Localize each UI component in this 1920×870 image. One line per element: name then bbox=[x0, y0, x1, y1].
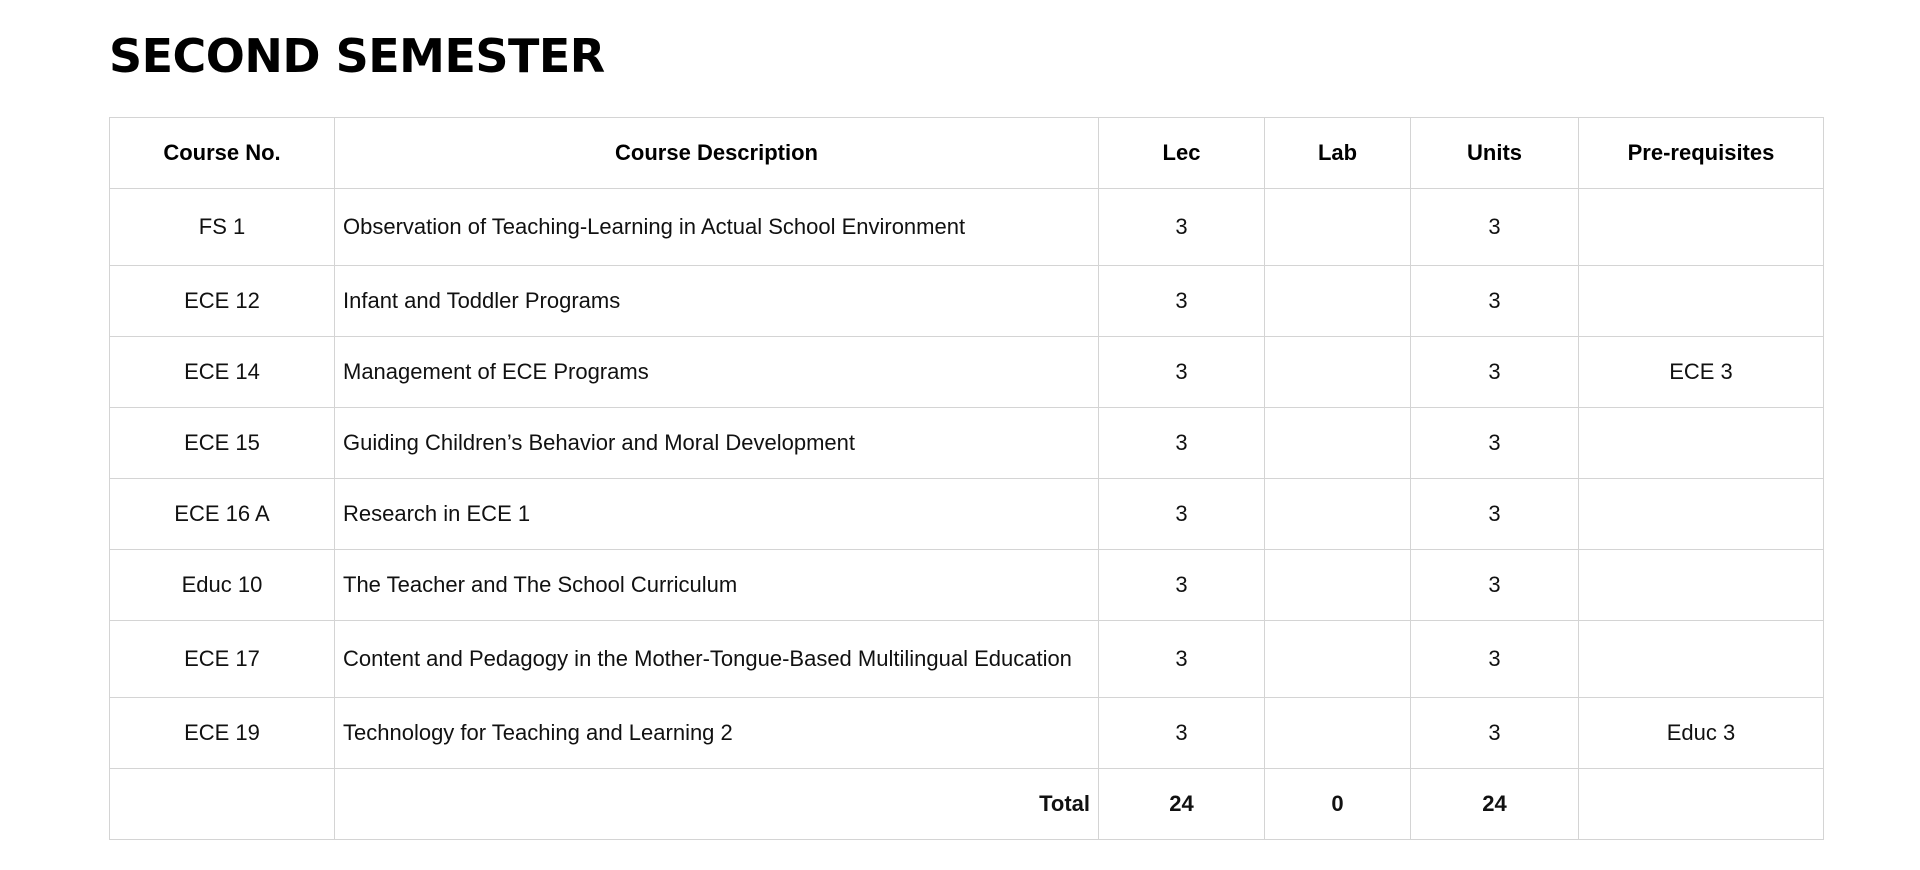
total-prereq-cell bbox=[1579, 769, 1824, 840]
description-cell: Observation of Teaching-Learning in Actual School Environment bbox=[335, 189, 1099, 266]
table-row bbox=[110, 337, 1824, 408]
prereq-cell bbox=[1579, 266, 1824, 337]
page-title: SECOND SEMESTER bbox=[109, 29, 605, 83]
description-cell: Infant and Toddler Programs bbox=[335, 266, 1099, 337]
description-cell: Technology for Teaching and Learning 2 bbox=[335, 698, 1099, 769]
column-header-description: Course Description bbox=[335, 118, 1099, 189]
lec-cell: 3 bbox=[1099, 479, 1265, 550]
table-row bbox=[110, 621, 1824, 698]
prereq-cell bbox=[1579, 621, 1824, 698]
total-empty-cell bbox=[110, 769, 335, 840]
units-cell: 3 bbox=[1411, 550, 1579, 621]
units-cell: 3 bbox=[1411, 189, 1579, 266]
units-cell: 3 bbox=[1411, 479, 1579, 550]
table-row bbox=[110, 189, 1824, 266]
total-lab-cell: 0 bbox=[1265, 769, 1411, 840]
column-header-prereq: Pre-requisites bbox=[1579, 118, 1824, 189]
table-row bbox=[110, 408, 1824, 479]
course-no-cell: ECE 15 bbox=[110, 408, 335, 479]
lab-cell bbox=[1265, 189, 1411, 266]
table-row bbox=[110, 479, 1824, 550]
lab-cell bbox=[1265, 698, 1411, 769]
lab-cell bbox=[1265, 408, 1411, 479]
lec-cell: 3 bbox=[1099, 337, 1265, 408]
total-row bbox=[110, 769, 1824, 840]
lec-cell: 3 bbox=[1099, 698, 1265, 769]
total-units-cell: 24 bbox=[1411, 769, 1579, 840]
prereq-cell bbox=[1579, 189, 1824, 266]
course-no-cell: ECE 19 bbox=[110, 698, 335, 769]
column-header-lec: Lec bbox=[1099, 118, 1265, 189]
units-cell: 3 bbox=[1411, 621, 1579, 698]
lab-cell bbox=[1265, 479, 1411, 550]
lec-cell: 3 bbox=[1099, 189, 1265, 266]
course-no-cell: ECE 14 bbox=[110, 337, 335, 408]
description-cell: Management of ECE Programs bbox=[335, 337, 1099, 408]
units-cell: 3 bbox=[1411, 337, 1579, 408]
prereq-cell bbox=[1579, 479, 1824, 550]
prereq-cell: ECE 3 bbox=[1579, 337, 1824, 408]
course-no-cell: ECE 12 bbox=[110, 266, 335, 337]
column-header-lab: Lab bbox=[1265, 118, 1411, 189]
description-cell: The Teacher and The School Curriculum bbox=[335, 550, 1099, 621]
prereq-cell bbox=[1579, 550, 1824, 621]
total-lec-cell: 24 bbox=[1099, 769, 1265, 840]
table-row bbox=[110, 698, 1824, 769]
lec-cell: 3 bbox=[1099, 621, 1265, 698]
total-label: Total bbox=[335, 769, 1099, 840]
course-no-cell: FS 1 bbox=[110, 189, 335, 266]
description-cell: Research in ECE 1 bbox=[335, 479, 1099, 550]
table-row bbox=[110, 266, 1824, 337]
units-cell: 3 bbox=[1411, 266, 1579, 337]
lab-cell bbox=[1265, 550, 1411, 621]
course-no-cell: ECE 17 bbox=[110, 621, 335, 698]
course-no-cell: ECE 16 A bbox=[110, 479, 335, 550]
lec-cell: 3 bbox=[1099, 550, 1265, 621]
course-table bbox=[109, 117, 1824, 840]
column-header-course-no: Course No. bbox=[110, 118, 335, 189]
lab-cell bbox=[1265, 621, 1411, 698]
lab-cell bbox=[1265, 337, 1411, 408]
units-cell: 3 bbox=[1411, 408, 1579, 479]
description-cell: Guiding Children’s Behavior and Moral Development bbox=[335, 408, 1099, 479]
prereq-cell bbox=[1579, 408, 1824, 479]
prereq-cell: Educ 3 bbox=[1579, 698, 1824, 769]
lab-cell bbox=[1265, 266, 1411, 337]
lec-cell: 3 bbox=[1099, 266, 1265, 337]
table-row bbox=[110, 550, 1824, 621]
course-no-cell: Educ 10 bbox=[110, 550, 335, 621]
units-cell: 3 bbox=[1411, 698, 1579, 769]
description-cell: Content and Pedagogy in the Mother-Tongue-Based Multilingual Education bbox=[335, 621, 1099, 698]
column-header-units: Units bbox=[1411, 118, 1579, 189]
table-header-row bbox=[110, 118, 1824, 189]
lec-cell: 3 bbox=[1099, 408, 1265, 479]
